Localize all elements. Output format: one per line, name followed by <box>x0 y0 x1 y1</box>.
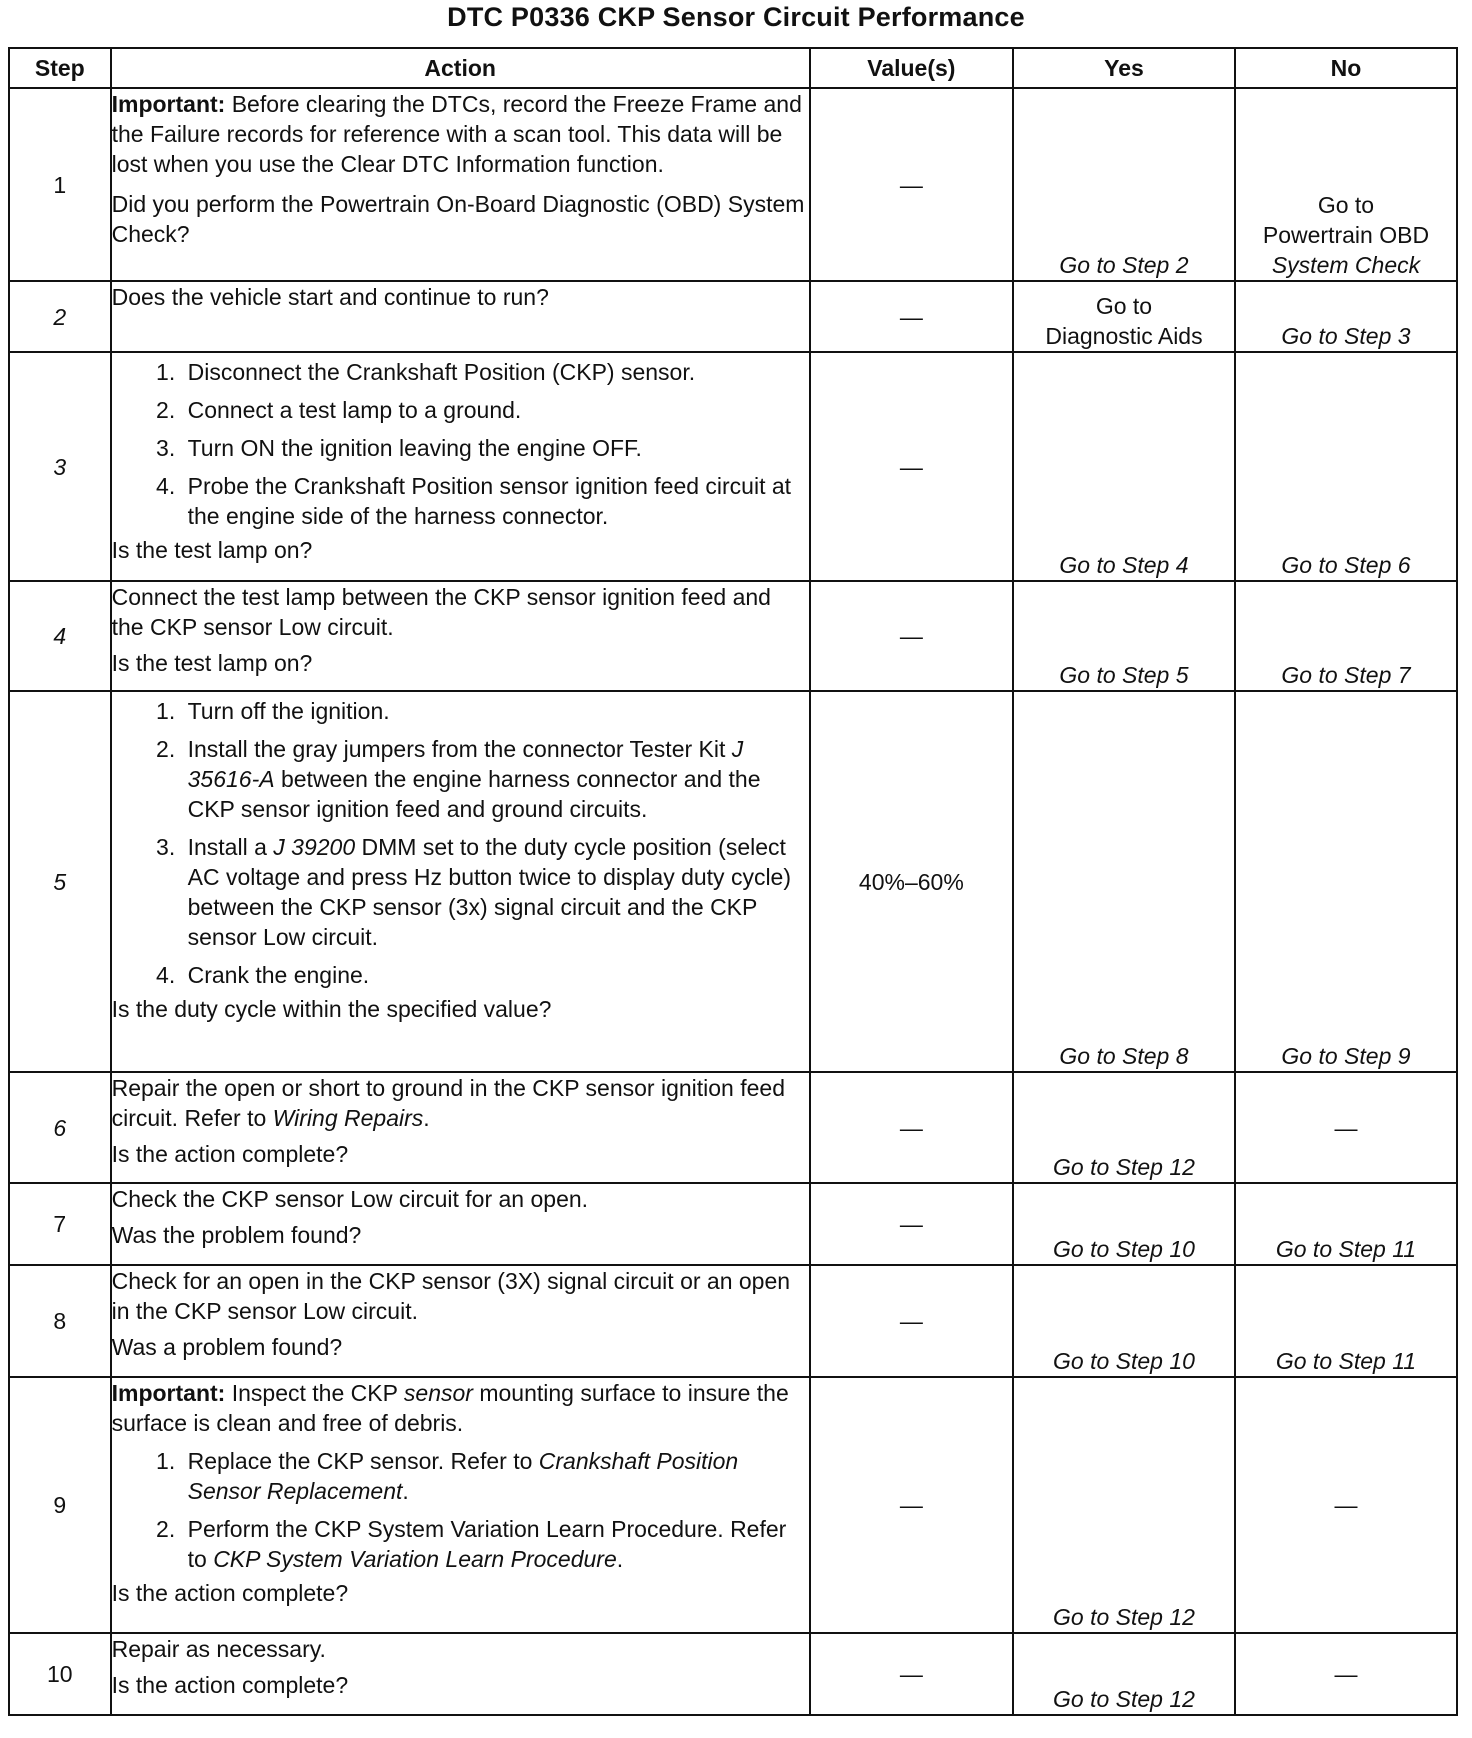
header-no: No <box>1235 48 1457 88</box>
procedure-item <box>182 1446 809 1506</box>
table-row <box>9 1265 1457 1377</box>
procedure-list <box>112 696 809 990</box>
reference-link: CKP System Variation Learn Procedure <box>213 1546 617 1572</box>
action-question: Does the vehicle start and continue to run? <box>111 284 549 310</box>
value-cell: — <box>810 1377 1013 1633</box>
procedure-item: 1. Turn off the ignition. <box>182 696 809 726</box>
table-row <box>9 1633 1457 1715</box>
item-text: Install a <box>187 834 274 860</box>
step-number: 10 <box>9 1633 111 1715</box>
yes-cell: Go to Step 10 <box>1013 1265 1235 1377</box>
item-text: between the engine harness connector and the CKP sensor ignition feed and ground circuits. <box>187 766 761 822</box>
action-question: Was the problem found? <box>111 1222 362 1248</box>
action-text-part: Repair the open or short to ground in the CKP sensor ignition feed circuit. Refer to <box>111 1075 785 1131</box>
action-cell <box>111 1377 810 1633</box>
step-number: 7 <box>9 1183 111 1265</box>
item-text: . <box>616 1546 624 1572</box>
item-text: Perform the CKP System Variation Learn Procedure. Refer to <box>187 1516 787 1572</box>
yes-cell: Go to Step 12 <box>1013 1633 1235 1715</box>
yes-line: Diagnostic Aids <box>1045 323 1203 349</box>
important-text: Inspect the CKP <box>225 1380 404 1406</box>
reference-link: Wiring Repairs <box>272 1105 424 1131</box>
no-cell: Go to Step 7 <box>1235 581 1457 691</box>
action-question: Was a problem found? <box>111 1334 343 1360</box>
no-cell: — <box>1235 1072 1457 1183</box>
no-cell: Go to Step 11 <box>1235 1265 1457 1377</box>
procedure-item: 1. Disconnect the Crankshaft Position (CKP) sensor. <box>182 357 809 387</box>
step-number: 3 <box>9 352 111 581</box>
table-row <box>9 1072 1457 1183</box>
procedure-item <box>182 1514 809 1574</box>
value-cell: — <box>810 581 1013 691</box>
header-step: Step <box>9 48 111 88</box>
item-text: Replace the CKP sensor. Refer to <box>187 1448 539 1474</box>
procedure-item: 2. Connect a test lamp to a ground. <box>182 395 809 425</box>
no-cell: Go to Step 6 <box>1235 352 1457 581</box>
action-cell <box>111 281 810 352</box>
step-number: 9 <box>9 1377 111 1633</box>
step-number: 2 <box>9 281 111 352</box>
value-cell: — <box>810 1265 1013 1377</box>
important-text: mounting surface to insure the surface is clean and free of debris. <box>111 1380 789 1436</box>
action-text: Check the CKP sensor Low circuit for an open. <box>111 1186 589 1212</box>
table-row <box>9 581 1457 691</box>
important-note <box>112 1378 809 1438</box>
tool-ref: J 39200 <box>273 834 356 860</box>
value-cell: — <box>810 88 1013 281</box>
no-line: Go to <box>1317 192 1375 218</box>
action-cell <box>111 691 810 1072</box>
action-text: Repair as necessary. <box>111 1636 326 1662</box>
item-text: Install the gray jumpers from the connector Tester Kit <box>187 736 732 762</box>
yes-cell <box>1013 281 1235 352</box>
value-cell: 40%–60% <box>810 691 1013 1072</box>
step-number: 6 <box>9 1072 111 1183</box>
yes-cell: Go to Step 12 <box>1013 1072 1235 1183</box>
action-question: Is the test lamp on? <box>111 537 313 563</box>
important-label: Important: <box>111 91 226 117</box>
important-text: Before clearing the DTCs, record the Freeze Frame and the Failure records for reference with a scan tool. This data will be lost when you use the Clear DTC Information function. <box>111 91 802 177</box>
no-line: Powertrain OBD <box>1262 222 1430 248</box>
header-yes: Yes <box>1013 48 1235 88</box>
table-row <box>9 1183 1457 1265</box>
procedure-list <box>112 357 809 531</box>
yes-cell: Go to Step 2 <box>1013 88 1235 281</box>
action-question: Is the test lamp on? <box>111 650 313 676</box>
action-question: Is the duty cycle within the specified value? <box>111 996 552 1022</box>
table-header-row <box>9 48 1457 88</box>
no-cell: — <box>1235 1377 1457 1633</box>
important-note <box>112 89 809 179</box>
action-cell <box>111 1265 810 1377</box>
no-line: System Check <box>1271 252 1421 278</box>
table-row <box>9 281 1457 352</box>
no-cell <box>1235 88 1457 281</box>
diagnostic-table <box>8 47 1458 1716</box>
action-cell <box>111 1183 810 1265</box>
no-cell: — <box>1235 1633 1457 1715</box>
value-cell: — <box>810 352 1013 581</box>
yes-cell: Go to Step 4 <box>1013 352 1235 581</box>
table-row <box>9 691 1457 1072</box>
item-text: . <box>402 1478 409 1504</box>
step-number: 4 <box>9 581 111 691</box>
action-cell <box>111 352 810 581</box>
step-number: 5 <box>9 691 111 1072</box>
yes-line: Go to <box>1095 293 1153 319</box>
value-cell: — <box>810 1633 1013 1715</box>
yes-cell: Go to Step 8 <box>1013 691 1235 1072</box>
header-values: Value(s) <box>810 48 1013 88</box>
action-question: Is the action complete? <box>111 1141 349 1167</box>
value-cell: — <box>810 1072 1013 1183</box>
action-text <box>112 1073 809 1133</box>
reference-link: Crankshaft Position Sensor Replacement <box>187 1448 739 1504</box>
procedure-list <box>112 1446 809 1574</box>
value-cell: — <box>810 281 1013 352</box>
action-question: Is the action complete? <box>111 1672 349 1698</box>
action-question: Is the action complete? <box>111 1580 349 1606</box>
procedure-item: 4. Probe the Crankshaft Position sensor ignition feed circuit at the engine side of the harness connector. <box>182 471 809 531</box>
yes-cell: Go to Step 5 <box>1013 581 1235 691</box>
step-number: 1 <box>9 88 111 281</box>
action-question: Did you perform the Powertrain On-Board Diagnostic (OBD) System Check? <box>111 191 805 247</box>
table-row <box>9 88 1457 281</box>
action-cell <box>111 88 810 281</box>
no-cell: Go to Step 11 <box>1235 1183 1457 1265</box>
value-cell: — <box>810 1183 1013 1265</box>
procedure-item <box>182 734 809 824</box>
yes-cell: Go to Step 12 <box>1013 1377 1235 1633</box>
item-text: DMM set to the duty cycle position (select AC voltage and press Hz button twice to display duty cycle) between the CKP sensor (3x) signal circuit and the CKP sensor Low circuit. <box>187 834 792 950</box>
header-action: Action <box>111 48 810 88</box>
tool-ref: J 35616-A <box>187 736 744 792</box>
yes-cell: Go to Step 10 <box>1013 1183 1235 1265</box>
table-row <box>9 352 1457 581</box>
no-cell: Go to Step 3 <box>1235 281 1457 352</box>
procedure-item: 4. Crank the engine. <box>182 960 809 990</box>
procedure-item: 3. Turn ON the ignition leaving the engine OFF. <box>182 433 809 463</box>
action-cell <box>111 1072 810 1183</box>
procedure-item <box>182 832 809 952</box>
action-cell <box>111 581 810 691</box>
action-text-part: . <box>423 1105 430 1131</box>
action-text: Connect the test lamp between the CKP sensor ignition feed and the CKP sensor Low circuit. <box>111 584 771 640</box>
step-number: 8 <box>9 1265 111 1377</box>
action-cell <box>111 1633 810 1715</box>
important-label: Important: <box>111 1380 226 1406</box>
important-text-em: sensor <box>403 1380 473 1406</box>
action-text: Check for an open in the CKP sensor (3X) signal circuit or an open in the CKP sensor Low circuit. <box>111 1268 791 1324</box>
page-title: DTC P0336 CKP Sensor Circuit Performance <box>447 2 1025 32</box>
table-row <box>9 1377 1457 1633</box>
no-cell: Go to Step 9 <box>1235 691 1457 1072</box>
